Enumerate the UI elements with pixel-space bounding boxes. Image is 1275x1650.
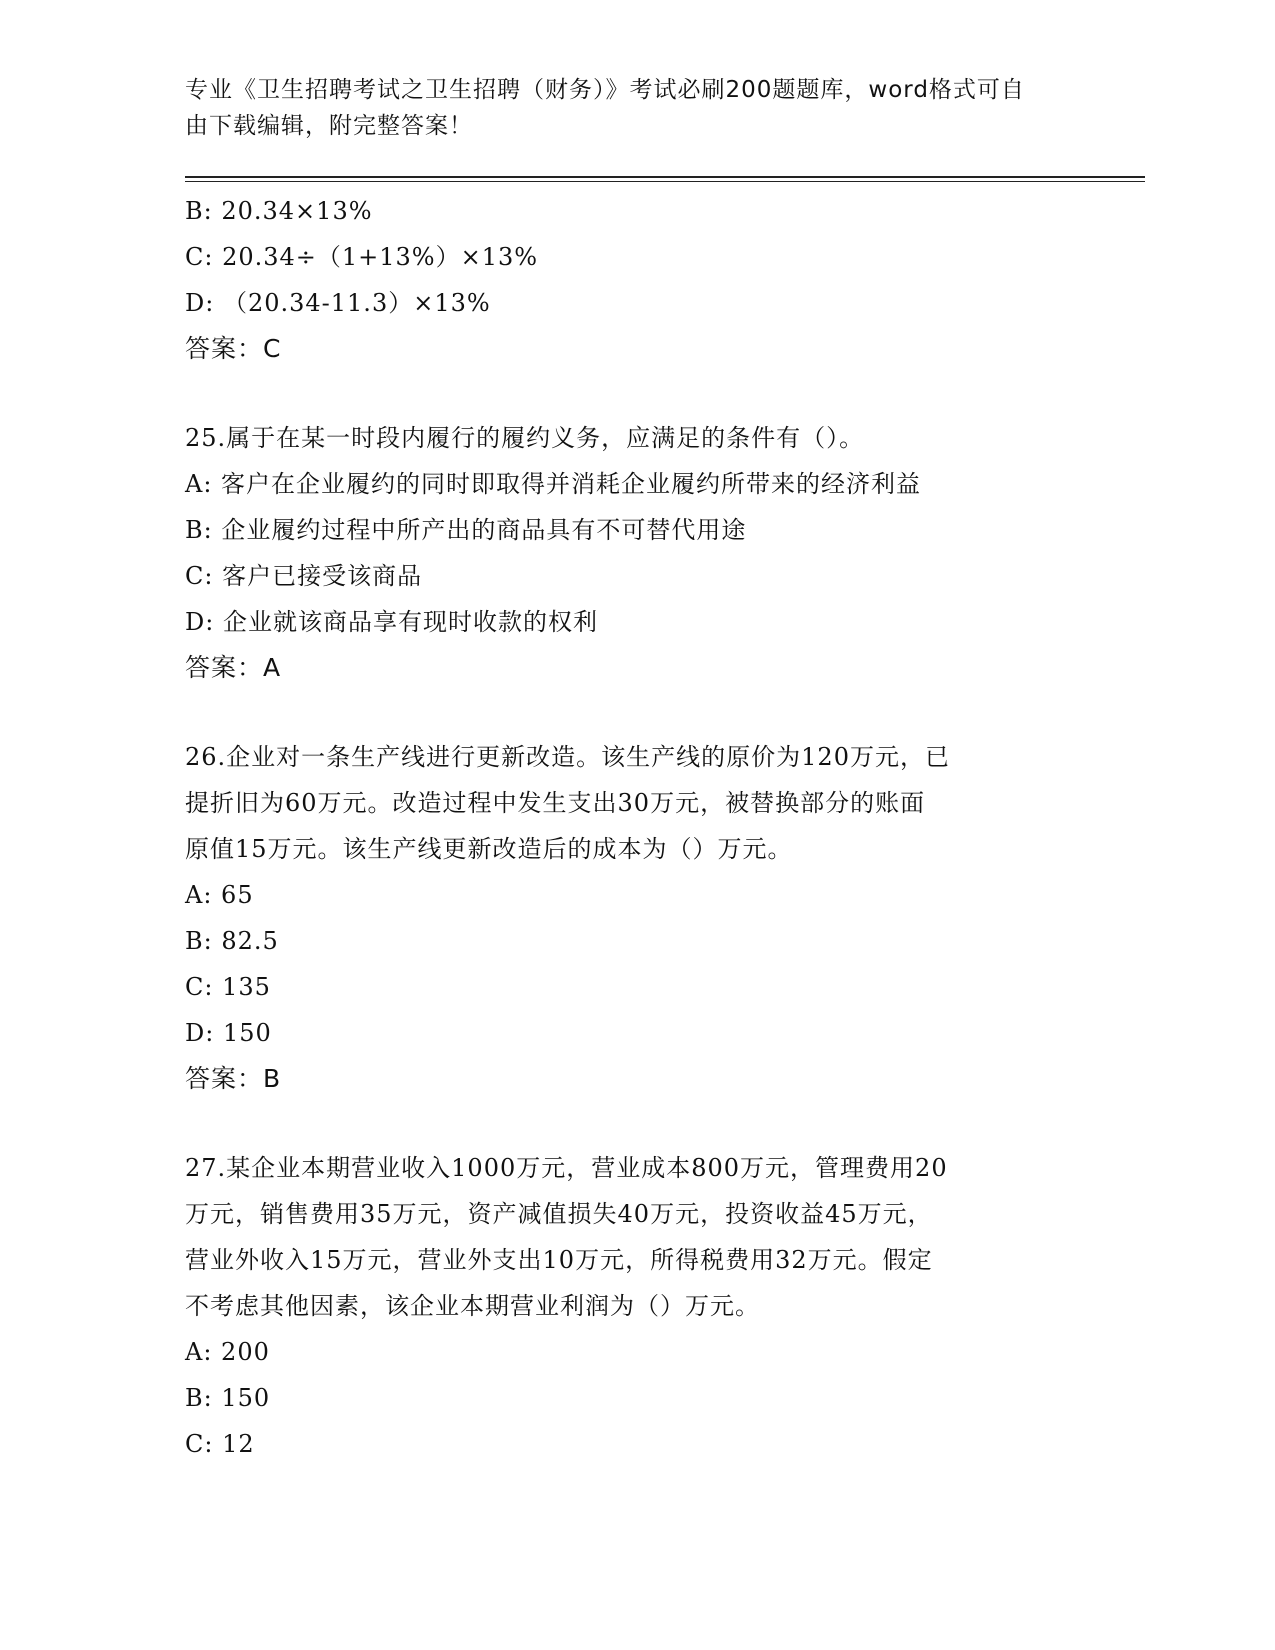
question-stem xyxy=(185,415,1065,461)
answer-text: 答案：B xyxy=(185,1064,282,1093)
question-stem xyxy=(185,1145,1065,1329)
option-c: C: 12 xyxy=(185,1430,255,1458)
option-a: A: 65 xyxy=(185,881,254,909)
document-header xyxy=(185,72,1065,144)
option-b: B: 82.5 xyxy=(185,927,279,955)
header-title-line-1: 专业《卫生招聘考试之卫生招聘（财务）》考试必刷200题题库，word格式可自 xyxy=(185,77,1025,103)
question-stem xyxy=(185,734,1065,872)
question-list xyxy=(185,188,1085,1467)
option-c: C: 客户已接受该商品 xyxy=(185,562,423,590)
question-24-tail xyxy=(185,188,1085,372)
question-stem-line: 提折旧为60万元。改造过程中发生支出30万元，被替换部分的账面 xyxy=(185,789,926,817)
question-stem-line: 营业外收入15万元，营业外支出10万元，所得税费用32万元。假定 xyxy=(185,1246,933,1274)
question-stem-line: 25.属于在某一时段内履行的履约义务，应满足的条件有（）。 xyxy=(185,424,865,452)
option-a: A: 客户在企业履约的同时即取得并消耗企业履约所带来的经济利益 xyxy=(185,470,922,498)
question-stem-line: 26.企业对一条生产线进行更新改造。该生产线的原价为120万元，已 xyxy=(185,743,950,771)
header-title-line-2: 由下载编辑，附完整答案！ xyxy=(185,113,473,139)
option-a: A: 200 xyxy=(185,1338,270,1366)
header-divider-thin xyxy=(185,181,1145,182)
option-c: C: 135 xyxy=(185,973,271,1001)
question-26 xyxy=(185,734,1085,1102)
question-stem-line: 不考虑其他因素，该企业本期营业利润为（）万元。 xyxy=(185,1292,760,1320)
question-27 xyxy=(185,1145,1085,1467)
option-b: B: 20.34×13% xyxy=(185,197,373,225)
option-d: D: 企业就该商品享有现时收款的权利 xyxy=(185,608,598,636)
question-stem-line: 27.某企业本期营业收入1000万元，营业成本800万元，管理费用20 xyxy=(185,1154,948,1182)
option-d: D: 150 xyxy=(185,1019,272,1047)
question-stem-line: 万元，销售费用35万元，资产减值损失40万元，投资收益45万元， xyxy=(185,1200,933,1228)
header-divider-thick xyxy=(185,176,1145,178)
question-25 xyxy=(185,415,1085,691)
answer-text: 答案：A xyxy=(185,653,282,682)
option-d: D: （20.34-11.3）×13% xyxy=(185,289,491,317)
option-b: B: 150 xyxy=(185,1384,271,1412)
question-stem-line: 原值15万元。该生产线更新改造后的成本为（）万元。 xyxy=(185,835,793,863)
option-c: C: 20.34÷（1+13%）×13% xyxy=(185,243,539,271)
answer-text: 答案：C xyxy=(185,334,282,363)
option-b: B: 企业履约过程中所产出的商品具有不可替代用途 xyxy=(185,516,747,544)
